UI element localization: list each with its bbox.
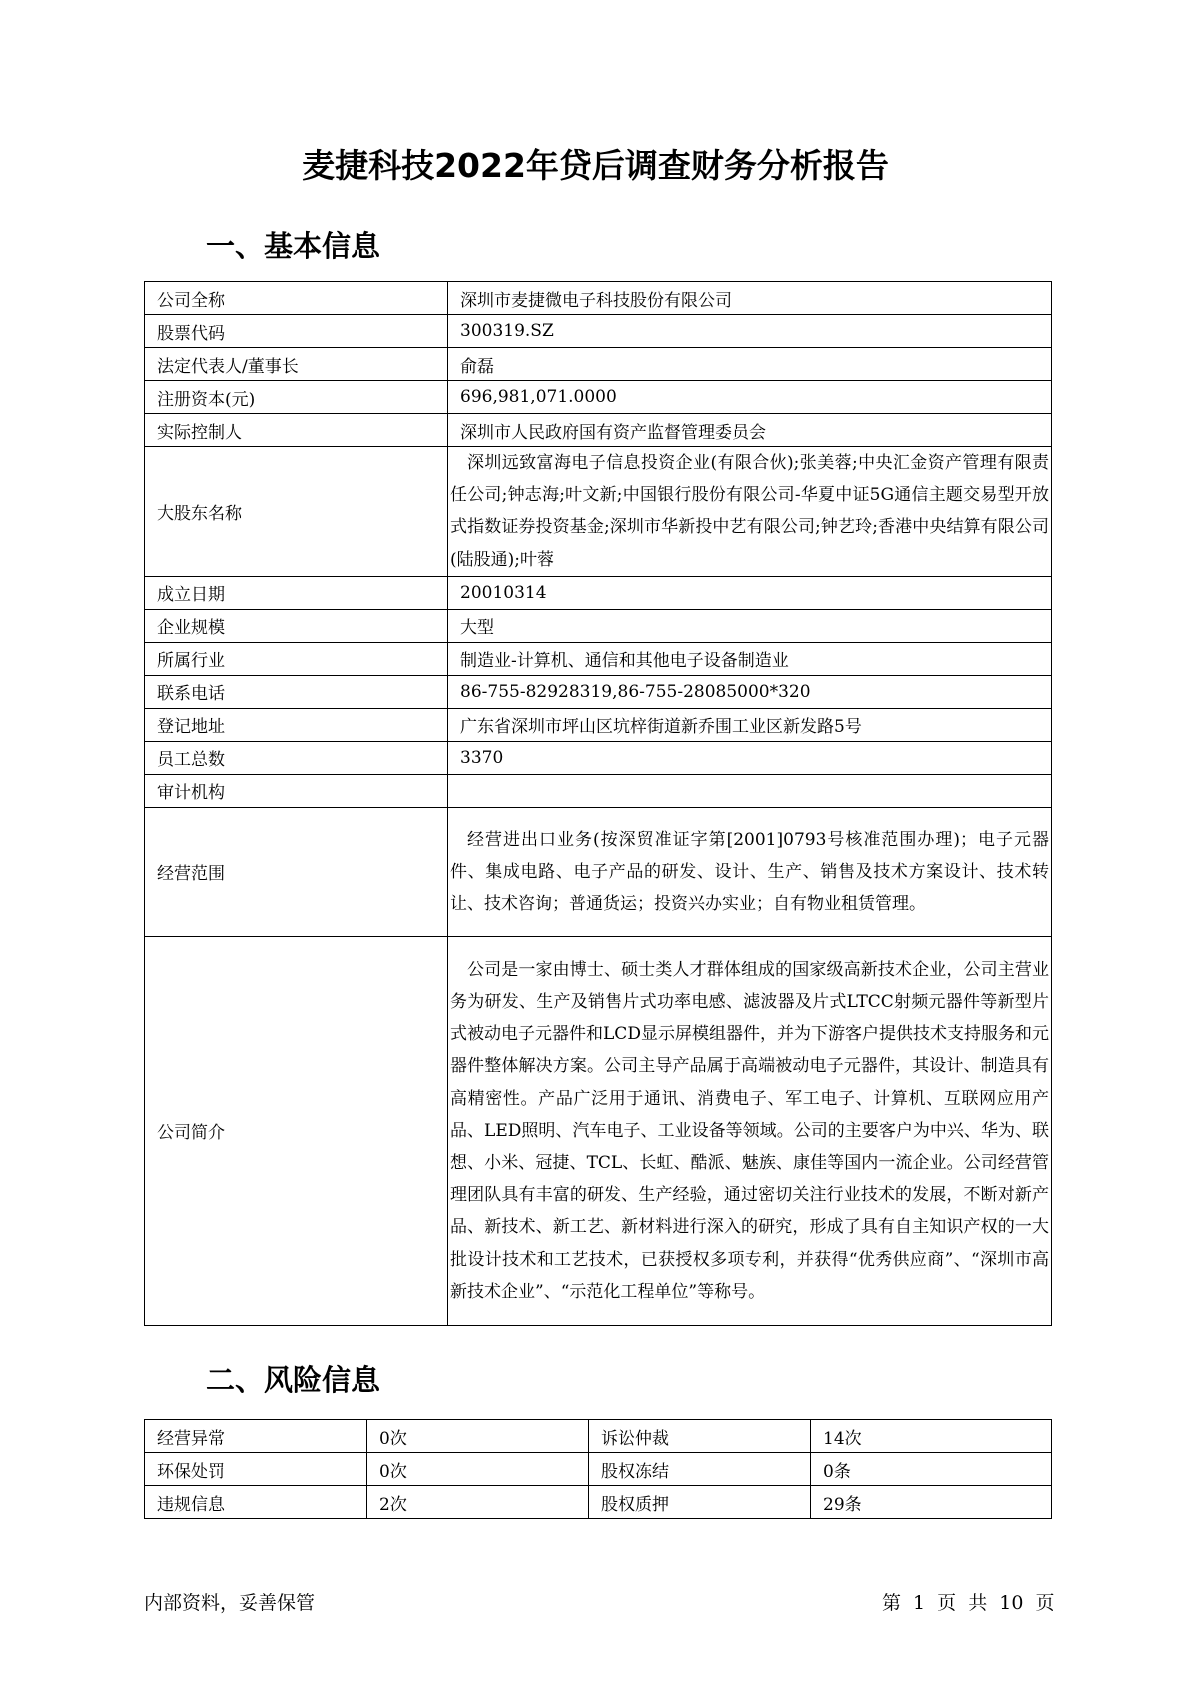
field-label: 企业规模 bbox=[145, 609, 448, 642]
risk-label: 违规信息 bbox=[145, 1486, 367, 1519]
field-value: 制造业-计算机、通信和其他电子设备制造业 bbox=[448, 642, 1052, 675]
field-value: 广东省深圳市坪山区坑梓街道新乔围工业区新发路5号 bbox=[448, 708, 1052, 741]
field-label: 联系电话 bbox=[145, 675, 448, 708]
table-row bbox=[145, 381, 1052, 414]
field-label: 股票代码 bbox=[145, 315, 448, 348]
field-value: 俞磊 bbox=[448, 348, 1052, 381]
field-label: 员工总数 bbox=[145, 741, 448, 774]
field-label: 公司全称 bbox=[145, 282, 448, 315]
field-label: 所属行业 bbox=[145, 642, 448, 675]
field-value: 300319.SZ bbox=[448, 315, 1052, 348]
field-value: 公司是一家由博士、硕士类人才群体组成的国家级高新技术企业，公司主营业务为研发、生产及销售片式功率电感、滤波器及片式LTCC射频元器件等新型片式被动电子元器件和LCD显示屏模组器件，并为下游客户提供技术支持服务和元器件整体解决方案。公司主导产品属于高端被动电子元器件，其设计、制造具有高精密性。产品广泛用于通讯、消费电子、军工电子、计算机、互联网应用产品、LED照明、汽车电子、工业设备等领域。公司的主要客户为中兴、华为、联想、小米、冠捷、TCL、长虹、酷派、魅族、康佳等国内一流企业。公司经营管理团队具有丰富的研发、生产经验，通过密切关注行业技术的发展，不断对新产品、新技术、新工艺、新材料进行深入的研究，形成了具有自主知识产权的一大批设计技术和工艺技术，已获授权多项专利，并获得“优秀供应商”、“深圳市高新技术企业”、“示范化工程单位”等称号。 bbox=[448, 936, 1052, 1325]
field-value: 深圳市人民政府国有资产监督管理委员会 bbox=[448, 414, 1052, 447]
field-label: 审计机构 bbox=[145, 774, 448, 807]
field-value: 86-755-82928319,86-755-28085000*320 bbox=[448, 675, 1052, 708]
risk-value: 14次 bbox=[811, 1420, 1052, 1453]
field-label: 经营范围 bbox=[145, 807, 448, 936]
field-label: 注册资本(元) bbox=[145, 381, 448, 414]
risk-value: 0次 bbox=[367, 1453, 589, 1486]
risk-label: 诉讼仲裁 bbox=[589, 1420, 811, 1453]
field-label: 登记地址 bbox=[145, 708, 448, 741]
risk-label: 经营异常 bbox=[145, 1420, 367, 1453]
risk-value: 0次 bbox=[367, 1420, 589, 1453]
field-value: 大型 bbox=[448, 609, 1052, 642]
section-heading-risk-info: 二、风险信息 bbox=[206, 1363, 381, 1397]
table-row bbox=[145, 774, 1052, 807]
risk-value: 29条 bbox=[811, 1486, 1052, 1519]
table-row bbox=[145, 576, 1052, 609]
footer-confidential-note: 内部资料，妥善保管 bbox=[144, 1592, 316, 1614]
table-row bbox=[145, 642, 1052, 675]
field-value: 20010314 bbox=[448, 576, 1052, 609]
table-row bbox=[145, 1453, 1052, 1486]
field-label: 法定代表人/董事长 bbox=[145, 348, 448, 381]
basic-info-table bbox=[144, 281, 1052, 1326]
table-row bbox=[145, 708, 1052, 741]
field-value: 经营进出口业务(按深贸准证字第[2001]0793号核准范围办理)；电子元器件、集成电路、电子产品的研发、设计、生产、销售及技术方案设计、技术转让、技术咨询；普通货运；投资兴办实业；自有物业租赁管理。 bbox=[448, 807, 1052, 936]
field-label: 实际控制人 bbox=[145, 414, 448, 447]
risk-label: 股权质押 bbox=[589, 1486, 811, 1519]
table-row bbox=[145, 1486, 1052, 1519]
table-row bbox=[145, 447, 1052, 577]
risk-info-table bbox=[144, 1419, 1052, 1519]
risk-value: 2次 bbox=[367, 1486, 589, 1519]
field-label: 大股东名称 bbox=[145, 447, 448, 577]
section-heading-basic-info: 一、基本信息 bbox=[206, 229, 381, 263]
field-value: 3370 bbox=[448, 741, 1052, 774]
risk-label: 环保处罚 bbox=[145, 1453, 367, 1486]
table-row bbox=[145, 1420, 1052, 1453]
field-label: 成立日期 bbox=[145, 576, 448, 609]
table-row bbox=[145, 315, 1052, 348]
document-title: 麦捷科技2022年贷后调查财务分析报告 bbox=[302, 146, 889, 185]
table-row bbox=[145, 741, 1052, 774]
table-row bbox=[145, 414, 1052, 447]
field-value: 696,981,071.0000 bbox=[448, 381, 1052, 414]
field-value: 深圳市麦捷微电子科技股份有限公司 bbox=[448, 282, 1052, 315]
table-row bbox=[145, 609, 1052, 642]
footer-page-number: 第 1 页 共 10 页 bbox=[882, 1592, 1055, 1614]
table-row bbox=[145, 282, 1052, 315]
table-row bbox=[145, 348, 1052, 381]
risk-label: 股权冻结 bbox=[589, 1453, 811, 1486]
field-label: 公司简介 bbox=[145, 936, 448, 1325]
table-row bbox=[145, 936, 1052, 1325]
risk-value: 0条 bbox=[811, 1453, 1052, 1486]
table-row bbox=[145, 807, 1052, 936]
field-value bbox=[448, 774, 1052, 807]
field-value: 深圳远致富海电子信息投资企业(有限合伙);张美蓉;中央汇金资产管理有限责任公司;钟志海;叶文新;中国银行股份有限公司-华夏中证5G通信主题交易型开放式指数证券投资基金;深圳市华新投中艺有限公司;钟艺玲;香港中央结算有限公司(陆股通);叶蓉 bbox=[448, 447, 1052, 577]
table-row bbox=[145, 675, 1052, 708]
